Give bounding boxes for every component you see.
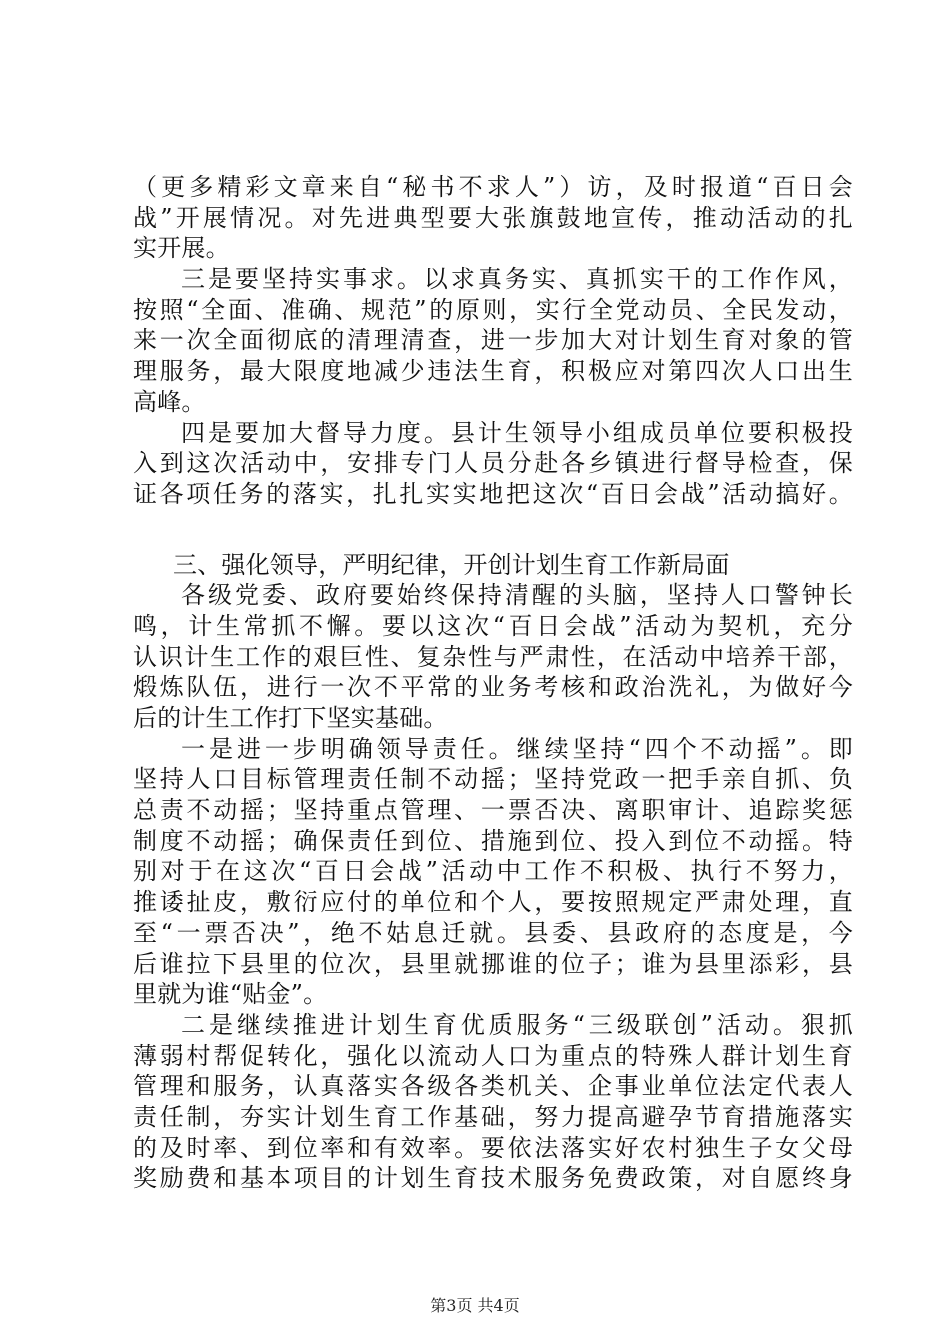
text-line: 战”开展情况。对先进典型要大张旗鼓地宣传，推动活动的扎 [133, 203, 853, 232]
text-line: 奖励费和基本项目的计划生育技术服务免费政策，对自愿终身 [133, 1164, 853, 1193]
text-line: 证各项任务的落实，扎扎实实地把这次“百日会战”活动搞好。 [133, 479, 853, 508]
paragraph-section-intro [133, 580, 853, 733]
text-line: 后谁拉下县里的位次，县里就挪谁的位子；谁为县里添彩，县 [133, 949, 853, 978]
text-line: 后的计生工作打下坚实基础。 [133, 704, 448, 732]
text-line: 高峰。 [133, 387, 206, 416]
text-line: 里就为谁“贴金”。 [133, 980, 328, 1009]
section-heading: 三、强化领导，严明纪律，开创计划生育工作新局面 [173, 550, 730, 579]
text-line: （更多精彩文章来自“秘书不求人”）访，及时报道“百日会 [133, 173, 853, 201]
text-line: 制度不动摇；确保责任到位、措施到位、投入到位不动摇。特 [133, 826, 853, 855]
paragraph-point-two [133, 1010, 853, 1194]
document-body [133, 172, 853, 1194]
paragraph-point-three [133, 264, 853, 417]
text-line: 按照“全面、准确、规范”的原则，实行全党动员、全民发动， [133, 295, 853, 324]
text-line: 推诿扯皮，敷衍应付的单位和个人，要按照规定严肃处理，直 [133, 888, 853, 917]
text-line: 管理和服务，认真落实各级各类机关、企事业单位法定代表人 [133, 1072, 853, 1101]
paragraph-point-one [133, 734, 853, 1010]
text-line: 坚持人口目标管理责任制不动摇；坚持党政一把手亲自抓、负 [133, 765, 853, 794]
paragraph-continued-publicity [133, 172, 853, 264]
text-line: 四是要加大督导力度。县计生领导小组成员单位要积极投 [181, 418, 853, 447]
text-line: 总责不动摇；坚持重点管理、一票否决、离职审计、追踪奖惩 [133, 796, 853, 825]
text-line: 别对于在这次“百日会战”活动中工作不积极、执行不努力， [133, 857, 853, 886]
page-number-footer: 第3页 共4页 [430, 1296, 520, 1315]
text-line: 一是进一步明确领导责任。继续坚持“四个不动摇”。即 [181, 734, 853, 763]
text-line: 理服务，最大限度地减少违法生育，积极应对第四次人口出生 [133, 357, 853, 386]
paragraph-point-four [133, 418, 853, 510]
text-line: 鸣，计生常抓不懈。要以这次“百日会战”活动为契机，充分 [133, 611, 853, 640]
text-line: 责任制，夯实计划生育工作基础，努力提高避孕节育措施落实 [133, 1102, 853, 1131]
section-spacer [133, 510, 853, 550]
text-line: 实开展。 [133, 234, 230, 263]
text-line: 三是要坚持实事求。以求真务实、真抓实干的工作作风， [181, 265, 853, 294]
text-line: 的及时率、到位率和有效率。要依法落实好农村独生子女父母 [133, 1133, 853, 1162]
text-line: 煅炼队伍，进行一次不平常的业务考核和政治洗礼，为做好今 [133, 673, 853, 702]
text-line: 来一次全面彻底的清理清查，进一步加大对计划生育对象的管 [133, 326, 853, 355]
text-line: 至“一票否决”，绝不姑息迁就。县委、县政府的态度是，今 [133, 918, 853, 947]
text-line: 各级党委、政府要始终保持清醒的头脑，坚持人口警钟长 [181, 581, 853, 610]
text-line: 入到这次活动中，安排专门人员分赴各乡镇进行督导检查，保 [133, 449, 853, 478]
text-line: 认识计生工作的艰巨性、复杂性与严肃性，在活动中培养干部， [133, 642, 853, 671]
text-line: 二是继续推进计划生育优质服务“三级联创”活动。狠抓 [181, 1010, 853, 1039]
text-line: 薄弱村帮促转化，强化以流动人口为重点的特殊人群计划生育 [133, 1041, 853, 1070]
